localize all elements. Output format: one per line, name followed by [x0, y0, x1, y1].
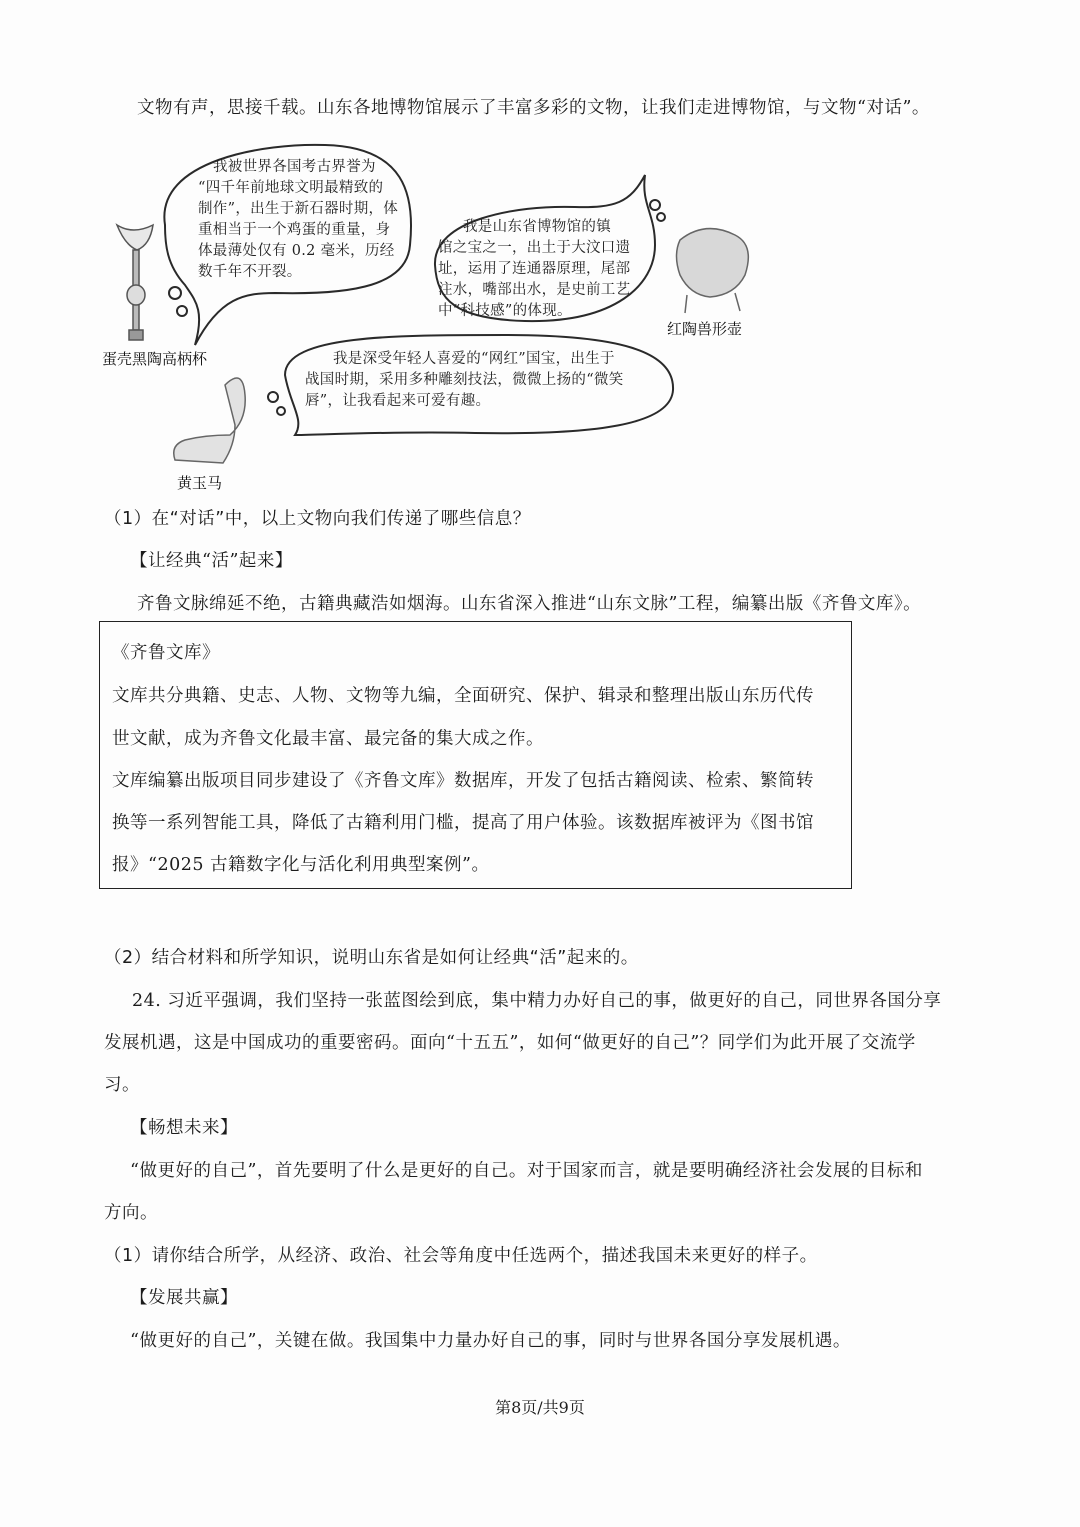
win-win-paragraph: “做更好的自己”，关键在做。我国集中力量办好自己的事，同时与世界各国分享发展机遇。	[130, 1331, 851, 1351]
question-24-line-1: 24. 习近平强调，我们坚持一张蓝图绘到底，集中精力办好自己的事，做更好的自己，同世界各国分享	[132, 991, 942, 1011]
pottery-pot-caption: 红陶兽形壶	[667, 320, 743, 338]
question-24-1: （1）请你结合所学，从经济、政治、社会等角度中任选两个，描述我国未来更好的样子。	[104, 1246, 818, 1266]
artifact-dialogue-illustration	[95, 135, 795, 495]
question-24-line-2: 发展机遇，这是中国成功的重要密码。面向“十五五”，如何“做更好的自己”？同学们为此开展了交流学	[104, 1033, 916, 1053]
qilu-library-material-box: 《齐鲁文库》 文库共分典籍、史志、人物、文物等九编，全面研究、保护、辑录和整理出版山东历代传 世文献，成为齐鲁文化最丰富、最完备的集大成之作。 文库编纂出版项目同步建设了《齐鲁文库》数据库，开发了包括古籍阅读、检索、繁简转 换等一系列智能工具，降低了古籍利用门槛，提高了用户体验。该数据库被评为《图书馆 报》“2025 古籍数字化与活化利用典型案例”。	[99, 621, 852, 889]
future-paragraph-line-2: 方向。	[104, 1203, 158, 1223]
jade-horse-bubble: 我是深受年轻人喜爱的“网红”国宝，出生于 战国时期，采用多种雕刻技法，微微上扬的“微笑 唇”，让我看起来可爱有趣。	[305, 351, 624, 409]
jade-horse-caption: 黄玉马	[177, 474, 223, 492]
box-title: 《齐鲁文库》	[112, 643, 220, 663]
question-1: （1）在“对话”中，以上文物向我们传递了哪些信息？	[104, 509, 531, 529]
eggshell-cup-caption: 蛋壳黑陶高柄杯	[102, 350, 208, 368]
section-heading-win-win: 【发展共赢】	[130, 1288, 238, 1308]
future-paragraph-line-1: “做更好的自己”，首先要明了什么是更好的自己。对于国家而言，就是要明确经济社会发展的目标和	[130, 1161, 923, 1181]
intro-paragraph: 文物有声，思接千载。山东各地博物馆展示了丰富多彩的文物，让我们走进博物馆，与文物“对话”。	[137, 98, 930, 118]
eggshell-cup-bubble: 我被世界各国考古界誉为 “四千年前地球文明最精致的 制作”，出生于新石器时期，体 重相当于一个鸡蛋的重量，身 体最薄处仅有 0.2 毫米，历经 数千年不开裂。	[198, 159, 399, 280]
section-heading-future: 【畅想未来】	[130, 1118, 238, 1138]
question-24-line-3: 习。	[104, 1075, 140, 1095]
qilu-paragraph: 齐鲁文脉绵延不绝，古籍典藏浩如烟海。山东省深入推进“山东文脉”工程，编纂出版《齐鲁文库》。	[137, 594, 922, 614]
page-number-footer: 第8页/共9页	[495, 1398, 585, 1417]
pottery-pot-bubble: 我是山东省博物馆的镇 馆之宝之一，出土于大汶口遗 址，运用了连通器原理，尾部 注水，嘴部出水，是史前工艺 中“科技感”的体现。	[438, 219, 631, 319]
section-heading-classics: 【让经典“活”起来】	[130, 551, 293, 571]
question-2: （2）结合材料和所学知识，说明山东省是如何让经典“活”起来的。	[104, 948, 639, 968]
